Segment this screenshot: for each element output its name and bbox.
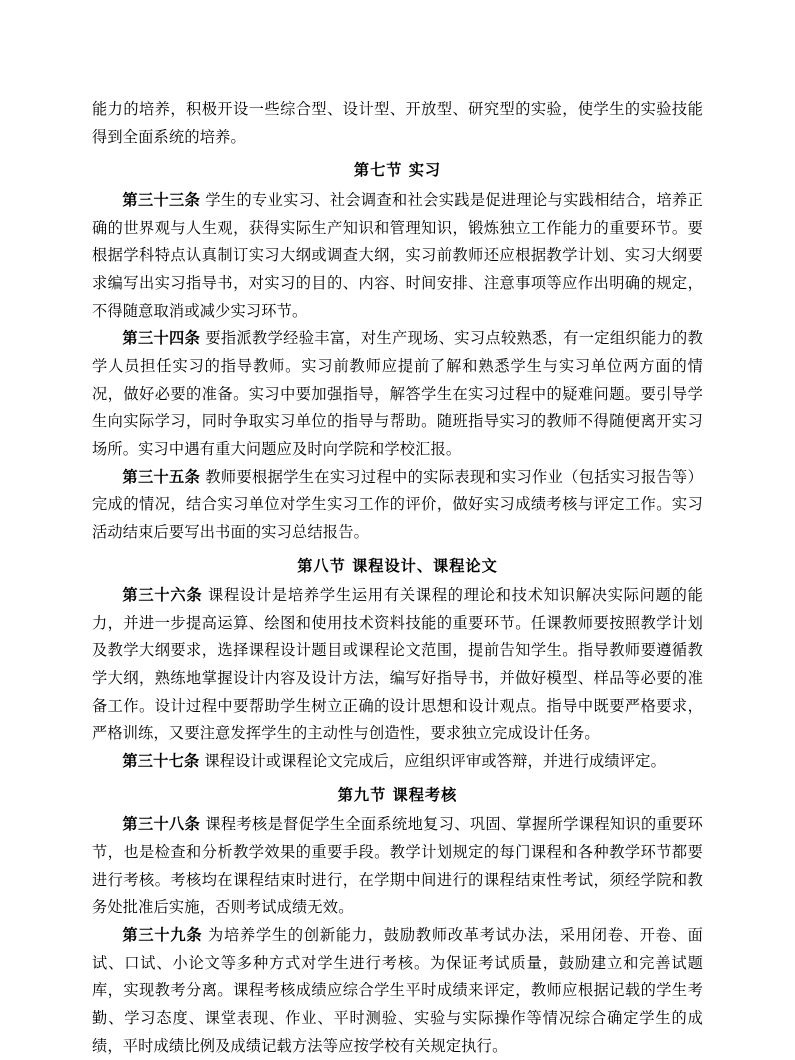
- article-text: 教师要根据学生在实习过程中的实际表现和实习作业（包括实习报告等）完成的情况，结合实习单位对学生实习工作的评价，做好实习成绩考核与评定工作。实习活动结束后要写出书面的实习总结报告。: [92, 467, 703, 541]
- section-heading: 第九节 课程考核: [337, 785, 458, 804]
- article-text: 课程设计或课程论文完成后，应组织评审或答辩，并进行成绩评定。: [204, 752, 666, 771]
- paragraph: 能力的培养，积极开设一些综合型、设计型、开放型、研究型的实验，使学生的实验技能得到全面系统的培养。: [92, 100, 703, 146]
- article-label: 第三十七条: [122, 752, 200, 771]
- article-paragraph: [92, 582, 703, 748]
- article-label: 第三十五条: [122, 467, 201, 486]
- article-paragraph: [92, 187, 703, 325]
- section-heading: 第七节 实习: [353, 161, 442, 180]
- article-label: 第三十九条: [122, 926, 203, 945]
- article-label: 第三十八条: [122, 815, 201, 834]
- article-paragraph: [92, 748, 703, 776]
- article-paragraph: [92, 922, 703, 1060]
- article-text: 要指派教学经验丰富，对生产现场、实习点较熟悉，有一定组织能力的教学人员担任实习的指导教师。实习前教师应提前了解和熟悉学生与实习单位两方面的情况，做好必要的准备。实习中要加强指导，解答学生在实习过程中的疑难问题。要引导学生向实际学习，同时争取实习单位的指导与帮助。随班指导实习的教师不得随便离开实习场所。实习中遇有重大问题应及时向学院和学校汇报。: [92, 329, 703, 458]
- article-text: 为培养学生的创新能力，鼓励教师改革考试办法，采用闭卷、开卷、面试、口试、小论文等多种方式对学生进行考核。为保证考试质量，鼓励建立和完善试题库，实现教考分离。课程考核成绩应综合学生平时成绩来评定，教师应根据记载的学生考勤、学习态度、课堂表现、作业、平时测验、实验与实际操作等情况综合确定学生的成绩，平时成绩比例及成绩记载方法等应按学校有关规定执行。: [92, 926, 704, 1055]
- article-text: 课程设计是培养学生运用有关课程的理论和技术知识解决实际问题的能力，并进一步提高运算、绘图和使用技术资料技能的重要环节。任课教师要按照教学计划及教学大纲要求，选择课程设计题目或课程论文范围，提前告知学生。指导教师要遵循教学大纲，熟练地掌握设计内容及设计方法，编写好指导书，并做好模型、样品等必要的准备工作。设计过程中要帮助学生树立正确的设计思想和设计观点。指导中既要严格要求，严格训练，又要注意发挥学生的主动性与创造性，要求独立完成设计任务。: [92, 586, 704, 743]
- article-text: 学生的专业实习、社会调查和社会实践是促进理论与实践相结合，培养正确的世界观与人生观，获得实际生产知识和管理知识，锻炼独立工作能力的重要环节。要根据学科特点认真制订实习大纲或调查大纲，实习前教师还应根据教学计划、实习大纲要求编写出实习指导书，对实习的目的、内容、时间安排、注意事项等应作出明确的规定，不得随意取消或减少实习环节。: [92, 190, 703, 320]
- article-paragraph: [92, 325, 703, 463]
- document-body: [92, 96, 703, 1060]
- article-label: 第三十四条: [122, 329, 201, 348]
- article-text: 课程考核是督促学生全面系统地复习、巩固、掌握所学课程知识的重要环节，也是检查和分析教学效果的重要手段。教学计划规定的每门课程和各种教学环节都要进行考核。考核均在课程结束时进行，在学期中间进行的课程结束性考试，须经学院和教务处批准后实施，否则考试成绩无效。: [92, 815, 703, 917]
- article-label: 第三十三条: [122, 190, 201, 209]
- section-heading: 第八节 课程设计、课程论文: [297, 556, 498, 575]
- article-paragraph: [92, 464, 703, 547]
- article-paragraph: [92, 811, 703, 922]
- article-label: 第三十六条: [122, 586, 203, 605]
